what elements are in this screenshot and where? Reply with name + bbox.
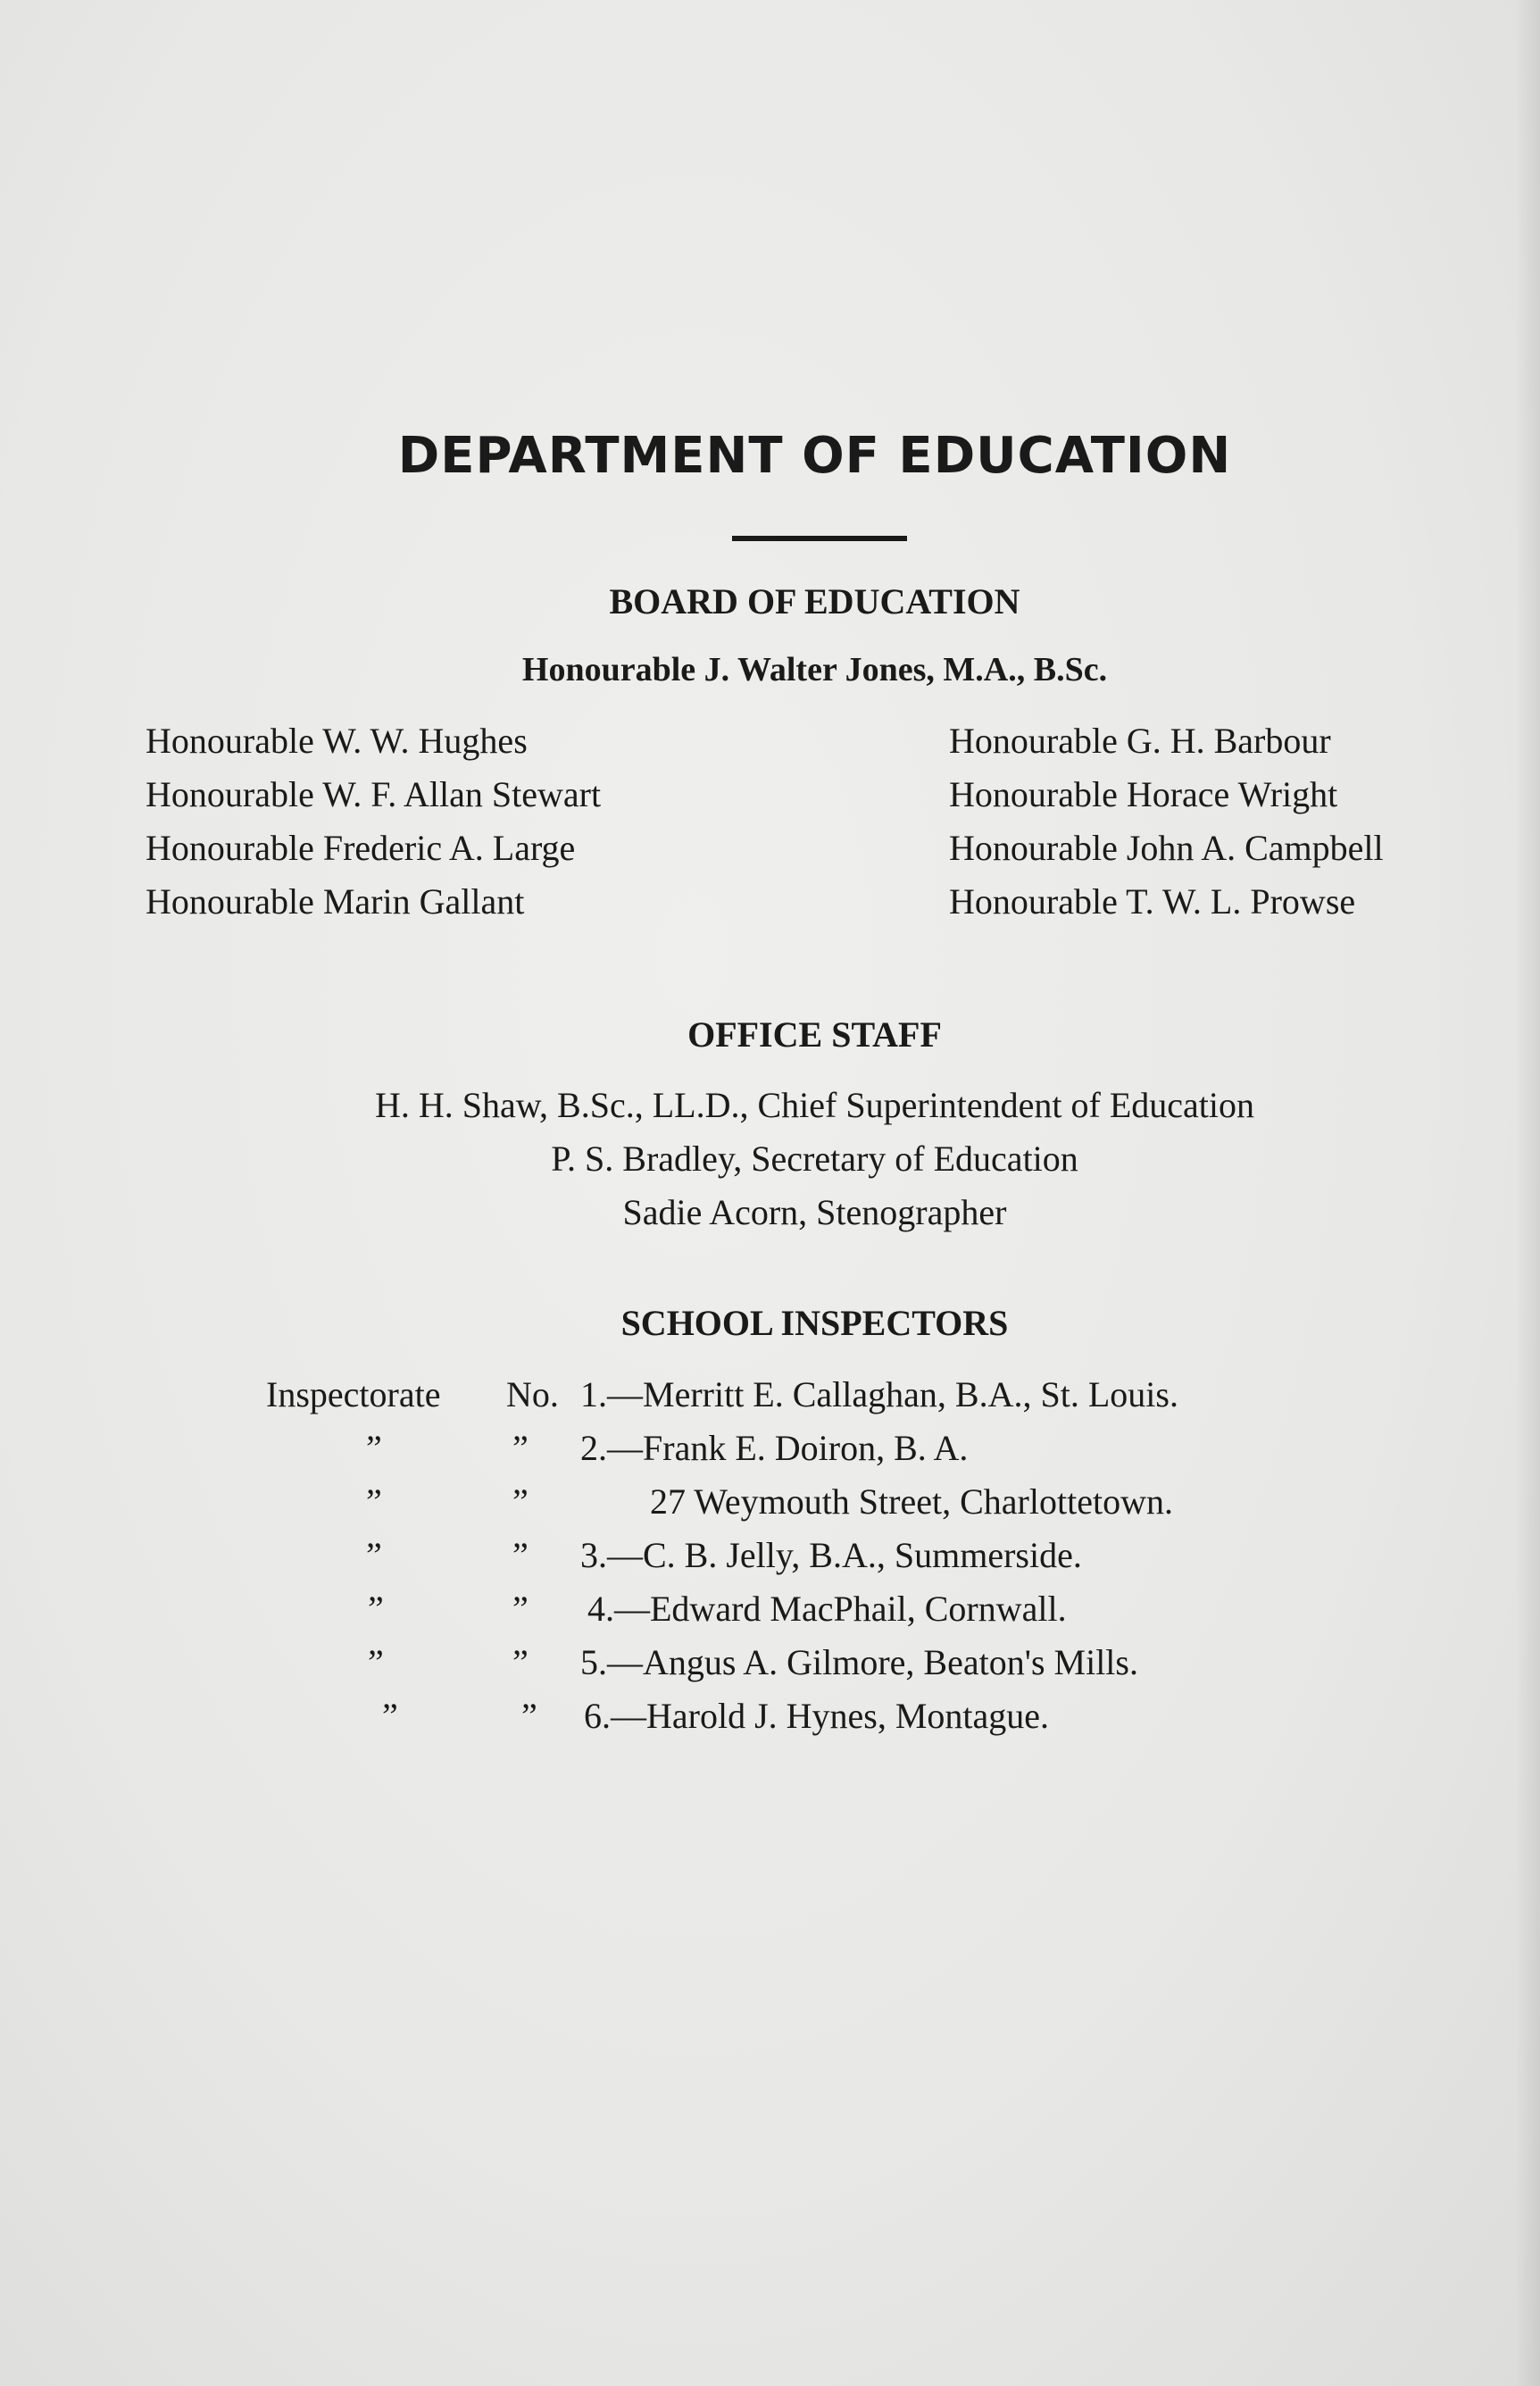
staff-line: Sadie Acorn, Stenographer [622, 1192, 1007, 1232]
ditto-mark: ” [512, 1589, 529, 1629]
ditto-mark: ” [366, 1481, 382, 1522]
board-member: Honourable Horace Wright [949, 774, 1338, 814]
office-heading: OFFICE STAFF [687, 1014, 942, 1055]
board-member: Honourable G. H. Barbour [949, 721, 1331, 761]
title-rule [732, 536, 907, 541]
ditto-mark: ” [366, 1428, 382, 1468]
board-member: Honourable W. F. Allan Stewart [146, 774, 602, 814]
ditto-mark: ” [368, 1589, 384, 1629]
staff-line: P. S. Bradley, Secretary of Education [551, 1139, 1078, 1179]
inspector-row: 3.—C. B. Jelly, B.A., Summerside. [580, 1535, 1082, 1575]
inspector-row: 2.—Frank E. Doiron, B. A. [580, 1428, 969, 1468]
board-heading: BOARD OF EDUCATION [609, 581, 1020, 622]
office-staff-list [45, 1079, 1540, 1239]
inspectors-heading: SCHOOL INSPECTORS [620, 1303, 1009, 1343]
board-member: Honourable Frederic A. Large [146, 828, 576, 868]
board-left-column [146, 714, 601, 929]
no-label: No. [506, 1374, 559, 1414]
board-member: Honourable W. W. Hughes [146, 721, 528, 761]
inspector-row: 4.—Edward MacPhail, Cornwall. [587, 1589, 1067, 1629]
staff-line: H. H. Shaw, B.Sc., LL.D., Chief Superintendent of Education [374, 1085, 1255, 1125]
page-title: DEPARTMENT OF EDUCATION [397, 427, 1232, 485]
ditto-mark: ” [512, 1481, 529, 1522]
inspector-row: 27 Weymouth Street, Charlottetown. [650, 1481, 1173, 1522]
board-member: Honourable T. W. L. Prowse [949, 881, 1356, 922]
board-member: Honourable John A. Campbell [949, 828, 1384, 868]
ditto-mark: ” [512, 1428, 529, 1468]
inspectorate-label: Inspectorate [266, 1374, 441, 1414]
board-right-column [949, 714, 1384, 929]
ditto-mark: ” [512, 1642, 529, 1682]
board-chair: Honourable J. Walter Jones, M.A., B.Sc. [521, 651, 1108, 688]
board-member: Honourable Marin Gallant [146, 881, 525, 922]
ditto-mark: ” [512, 1535, 529, 1575]
inspector-row: 5.—Angus A. Gilmore, Beaton's Mills. [580, 1642, 1138, 1682]
inspector-row: 6.—Harold J. Hynes, Montague. [584, 1696, 1050, 1736]
ditto-mark: ” [382, 1696, 398, 1736]
ditto-mark: ” [366, 1535, 382, 1575]
ditto-mark: ” [368, 1642, 384, 1682]
ditto-mark: ” [521, 1696, 537, 1736]
inspector-row: 1.—Merritt E. Callaghan, B.A., St. Louis. [580, 1374, 1178, 1414]
